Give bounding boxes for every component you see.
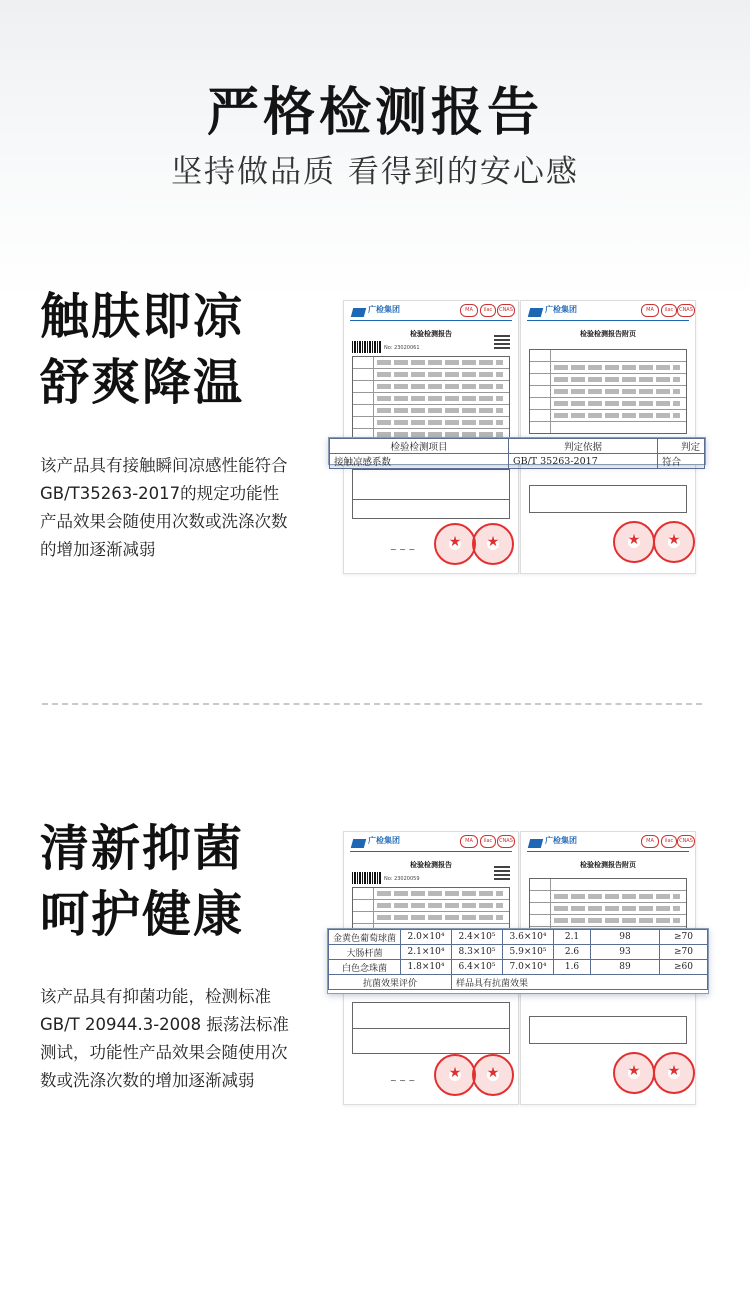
report-brand: 广检集团 bbox=[368, 836, 400, 845]
gttc-logo-icon bbox=[351, 839, 366, 848]
table-cell: 1.6 bbox=[554, 960, 591, 975]
gttc-logo-icon bbox=[351, 308, 366, 317]
section-description: 该产品具有接触瞬间凉感性能符合GB/T35263-2017的规定功能性产品效果会随使用次数或洗涤次数的增加逐渐减弱 bbox=[40, 456, 288, 559]
report-title: 检验检测报告 bbox=[410, 330, 452, 338]
table-cell: 接触凉感系数 bbox=[330, 454, 509, 469]
red-seal-stamp bbox=[472, 523, 514, 565]
red-seal-stamp bbox=[434, 1054, 476, 1096]
barcode bbox=[352, 872, 382, 884]
table-cell: 2.1 bbox=[554, 930, 591, 945]
table-cell: GB/T 35263-2017 bbox=[509, 454, 658, 469]
qr-code bbox=[494, 333, 510, 349]
table-cell: 符合 bbox=[658, 454, 705, 469]
annex-title: 检验检测报告附页 bbox=[580, 330, 636, 338]
heading-line1: 触肤即凉 bbox=[40, 288, 245, 345]
red-seal-stamp bbox=[434, 523, 476, 565]
report-brand: 广检集团 bbox=[545, 836, 577, 845]
table-cell: ≥60 bbox=[660, 960, 708, 975]
signature: ~ ~ ~ bbox=[390, 1076, 416, 1085]
table-header: 判定 bbox=[658, 439, 705, 454]
page-title: 严格检测报告 bbox=[206, 83, 543, 143]
section-heading bbox=[40, 816, 244, 948]
report-title: 检验检测报告 bbox=[410, 861, 452, 869]
red-seal-stamp bbox=[653, 521, 695, 563]
report-brand: 广检集团 bbox=[545, 305, 577, 314]
table-cell: 2.1×10⁴ bbox=[401, 945, 452, 960]
heading-line2: 舒爽降温 bbox=[40, 354, 245, 411]
report-page: 广检集团 MA ilac CNAS 检验检测报告 No: 23020059 ★ ★ ~ ~ ~ bbox=[343, 831, 519, 1105]
table-cell: 2.0×10⁴ bbox=[401, 930, 452, 945]
red-seal-stamp bbox=[613, 1052, 655, 1094]
table-cell: 7.0×10⁴ bbox=[503, 960, 554, 975]
page-subtitle: 坚持做品质 看得到的安心感 bbox=[171, 154, 579, 190]
annex-title: 检验检测报告附页 bbox=[580, 861, 636, 869]
report-page: 广检集团 MA ilac CNAS 检验检测报告 No: 23020061 ★ ★ ~ ~ ~ bbox=[343, 300, 519, 574]
table-cell: 98 bbox=[591, 930, 660, 945]
barcode bbox=[352, 341, 382, 353]
table-cell: 3.6×10⁴ bbox=[503, 930, 554, 945]
signature: ~ ~ ~ bbox=[390, 545, 416, 554]
table-cell: 89 bbox=[591, 960, 660, 975]
section-description: 该产品具有抑菌功能，检测标准GB/T 20944.3-2008 振荡法标准测试，功能性产品效果会随使用次数或洗涤次数的增加逐渐减弱 bbox=[40, 987, 289, 1090]
red-seal-stamp bbox=[472, 1054, 514, 1096]
table-cell: 样品具有抗菌效果 bbox=[452, 975, 708, 990]
table-cell: ≥70 bbox=[660, 945, 708, 960]
table-cell: 大肠杆菌 bbox=[329, 945, 401, 960]
red-seal-stamp bbox=[613, 521, 655, 563]
red-seal-stamp bbox=[653, 1052, 695, 1094]
report-brand: 广检集团 bbox=[368, 305, 400, 314]
report-highlight-table bbox=[327, 928, 709, 994]
table-cell: 93 bbox=[591, 945, 660, 960]
report-page-annex: 广检集团 MA ilac CNAS 检验检测报告附页 ★ ★ bbox=[520, 300, 696, 574]
table-cell: 白色念珠菌 bbox=[329, 960, 401, 975]
report-page-annex: 广检集团 MA ilac CNAS 检验检测报告附页 ★ ★ bbox=[520, 831, 696, 1105]
report-number: No: 23020061 bbox=[384, 345, 420, 351]
heading-line1: 清新抑菌 bbox=[40, 820, 245, 877]
table-cell: 2.4×10⁵ bbox=[452, 930, 503, 945]
qr-code bbox=[494, 864, 510, 880]
report-highlight-table bbox=[328, 437, 706, 468]
table-cell: 2.6 bbox=[554, 945, 591, 960]
gttc-logo-icon bbox=[528, 308, 543, 317]
section-divider bbox=[42, 703, 702, 705]
gttc-logo-icon bbox=[528, 839, 543, 848]
heading-line2: 呵护健康 bbox=[40, 886, 245, 943]
table-cell: 5.9×10⁵ bbox=[503, 945, 554, 960]
table-header: 判定依据 bbox=[509, 439, 658, 454]
table-cell: 6.4×10⁵ bbox=[452, 960, 503, 975]
table-cell: 抗菌效果评价 bbox=[329, 975, 452, 990]
table-cell: ≥70 bbox=[660, 930, 708, 945]
section-heading bbox=[40, 284, 244, 416]
table-cell: 1.8×10⁴ bbox=[401, 960, 452, 975]
report-number: No: 23020059 bbox=[384, 876, 420, 882]
table-header: 检验检测项目 bbox=[330, 439, 509, 454]
table-cell: 8.3×10⁵ bbox=[452, 945, 503, 960]
table-cell: 金黄色葡萄球菌 bbox=[329, 930, 401, 945]
